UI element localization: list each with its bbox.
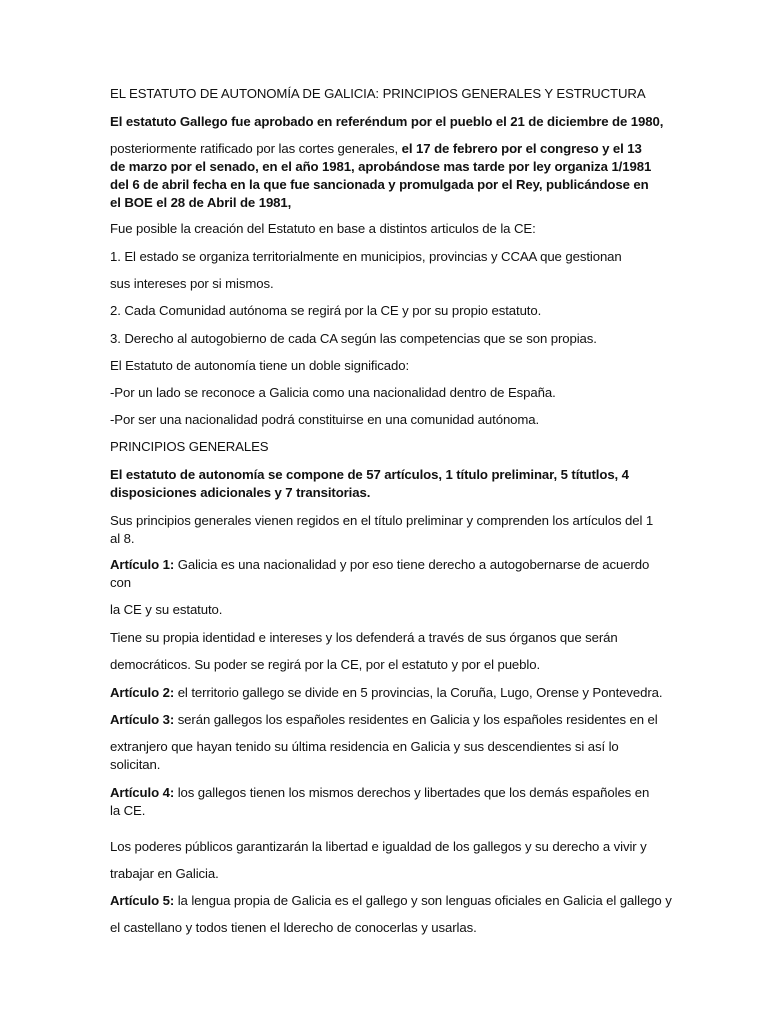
ce-articles-intro: Fue posible la creación del Estatuto en base a distintos articulos de la CE:	[110, 221, 536, 236]
dash-item-1: -Por un lado se reconoce a Galicia como una nacionalidad dentro de España.	[110, 385, 556, 400]
article-4-label: Artículo 4:	[110, 785, 175, 800]
ratification-text: posteriormente ratificado por las cortes generales,	[110, 141, 402, 156]
article-5-label: Artículo 5:	[110, 893, 175, 908]
article-4-text: los gallegos tienen los mismos derechos y libertades que los demás españoles en la CE.	[110, 785, 653, 818]
list-item-3: 3. Derecho al autogobierno de cada CA según las competencias que se son propias.	[110, 331, 597, 346]
article-4	[110, 784, 658, 820]
article-2-label: Artículo 2:	[110, 685, 175, 700]
identity-paragraph-continuation: democráticos. Su poder se regirá por la CE, por el estatuto y por el pueblo.	[110, 657, 541, 672]
principles-paragraph: Sus principios generales vienen regidos en el título preliminar y comprenden los artículos del 1 al 8.	[110, 513, 657, 546]
list-item-1-continuation: sus intereses por si mismos.	[110, 276, 274, 291]
powers-paragraph-continuation: trabajar en Galicia.	[110, 866, 219, 881]
ratification-dates: el 17 de febrero por el congreso y el 13 de marzo por el senado, en el año 1981, aprobándose mas tarde por ley organiza	[110, 141, 646, 174]
article-5	[110, 892, 672, 910]
double-meaning: El Estatuto de autonomía tiene un doble significado:	[110, 358, 410, 373]
dash-item-2: -Por ser una nacionalidad podrá constituirse en una comunidad autónoma.	[110, 412, 540, 427]
law-reference: 1/1981 del 6 de abril fecha en la que fue sancionada y promulgada por el Rey,	[110, 159, 655, 192]
list-item-1: 1. El estado se organiza territorialmente en municipios, provincias y CCAA que gestionan	[110, 249, 622, 264]
article-5-text: la lengua propia de Galicia es el gallego y son lenguas oficiales en Galicia el gallego y	[174, 893, 672, 908]
article-3	[110, 711, 662, 729]
ratification-paragraph	[110, 140, 658, 212]
article-1-text: Galicia es una nacionalidad y por eso tiene derecho a autogobernarse de acuerdo con	[110, 557, 653, 590]
article-3-label: Artículo 3:	[110, 712, 175, 727]
article-1-label: Artículo 1:	[110, 557, 175, 572]
article-1	[110, 556, 653, 592]
list-item-2: 2. Cada Comunidad autónoma se regirá por la CE y por su propio estatuto.	[110, 303, 542, 318]
powers-paragraph: Los poderes públicos garantizarán la libertad e igualdad de los gallegos y su derecho a vivir y	[110, 839, 647, 854]
article-2	[110, 684, 662, 702]
intro-paragraph: El estatuto Gallego fue aprobado en referéndum por el pueblo el 21 de diciembre de 1980,	[110, 114, 664, 129]
section-heading-principios: PRINCIPIOS GENERALES	[110, 439, 269, 454]
article-2-text: el territorio gallego se divide en 5 provincias, la Coruña, Lugo, Orense y Pontevedra.	[174, 685, 663, 700]
article-5-continuation: el castellano y todos tienen el lderecho de conocerlas y usarlas.	[110, 920, 477, 935]
composition-paragraph: El estatuto de autonomía se compone de 57 artículos, 1 título preliminar, 5 títutlos, 4 disposiciones adicionales y 7 transitorias.	[110, 467, 633, 500]
identity-paragraph: Tiene su propia identidad e intereses y los defenderá a través de sus órganos que serán	[110, 630, 618, 645]
article-3-text: serán gallegos los españoles residentes en Galicia y los españoles residentes en el	[174, 712, 658, 727]
article-3-continuation: extranjero que hayan tenido su última residencia en Galicia y sus descendientes si así lo solicitan.	[110, 739, 623, 772]
boe-publication: publicándose en el BOE el 28 de Abril de 1981,	[110, 177, 653, 210]
document-title: EL ESTATUTO DE AUTONOMÍA DE GALICIA: PRINCIPIOS GENERALES Y ESTRUCTURA	[110, 86, 646, 101]
article-1-continuation: la CE y su estatuto.	[110, 602, 223, 617]
